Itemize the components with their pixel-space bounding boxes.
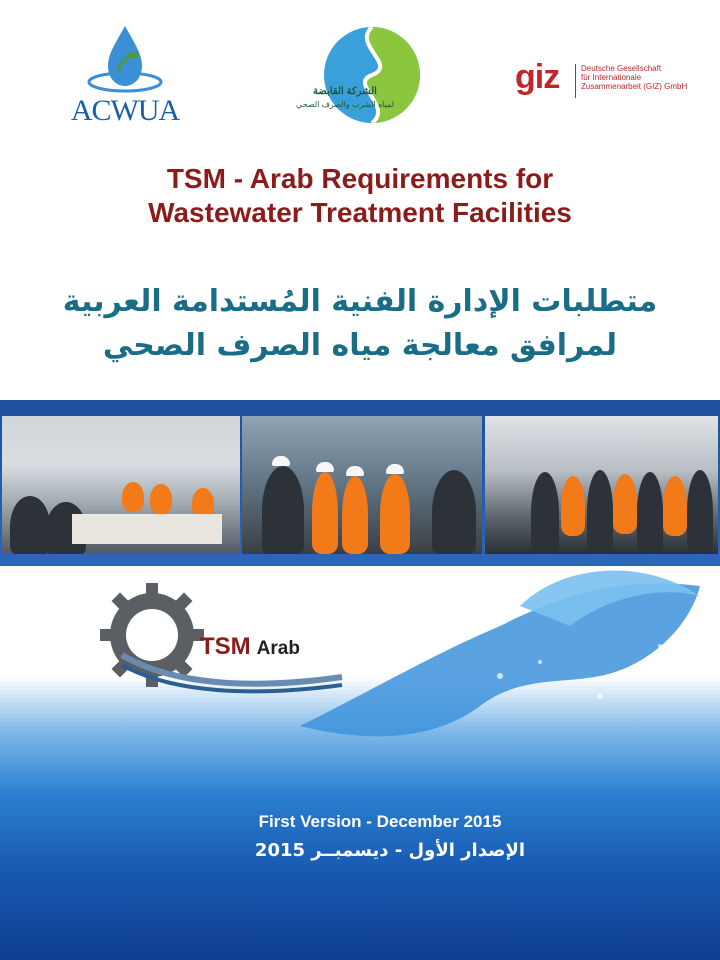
title-ar-line1: متطلبات الإدارة الفنية المُستدامة العربية	[62, 284, 658, 319]
logo-header	[0, 0, 720, 150]
version-arabic: الإصدار الأول - ديسمبــر 2015	[254, 840, 526, 861]
site-visit-photo	[242, 416, 482, 554]
giz-divider	[575, 64, 576, 98]
holding-company-globe-icon	[290, 20, 430, 130]
giz-description: Deutsche Gesellschaft für Internationale Zusammenarbeit (GIZ) GmbH	[581, 64, 688, 91]
group-photo	[485, 416, 718, 554]
acwua-logo	[70, 22, 180, 132]
photo-strip	[0, 400, 720, 566]
version-english: First Version - December 2015	[258, 812, 502, 831]
giz-logo	[515, 58, 695, 108]
holding-company-logo	[290, 20, 430, 130]
acwua-drop-icon	[70, 22, 180, 102]
title-en-line2: Wastewater Treatment Facilities	[148, 197, 572, 228]
giz-wordmark: giz	[515, 58, 560, 96]
acwua-wordmark: ACWUA	[70, 94, 180, 127]
title-en-line1: TSM - Arab Requirements for	[166, 163, 554, 194]
document-title-english	[0, 162, 720, 230]
holding-company-subname: لمياه الشرب والصرف الصحي	[295, 100, 395, 109]
tsm-sub-text: Arab	[256, 638, 300, 659]
tsm-main-text: TSM	[200, 633, 251, 660]
tsm-arab-wordmark	[200, 633, 300, 661]
holding-company-name: الشركة القابضة	[313, 86, 377, 97]
title-ar-line2: لمرافق معالجة مياه الصرف الصحي	[102, 328, 618, 363]
document-title-arabic	[0, 280, 720, 368]
meeting-room-photo	[2, 416, 240, 554]
